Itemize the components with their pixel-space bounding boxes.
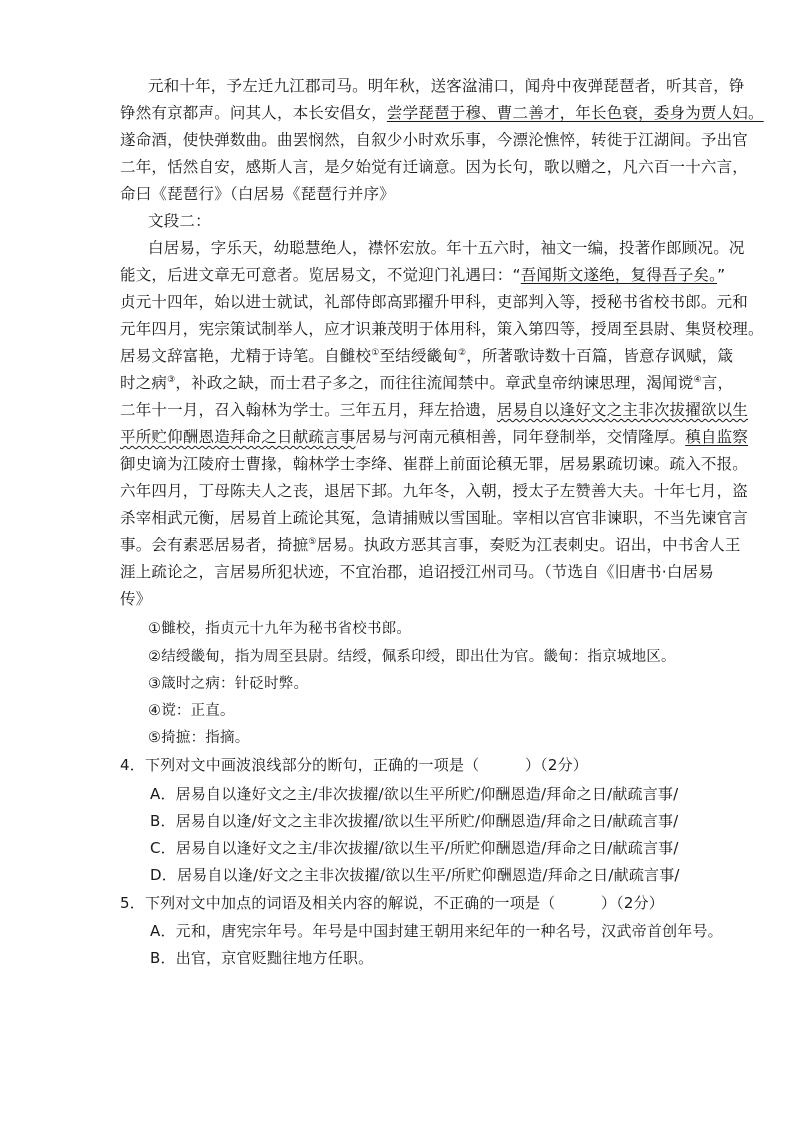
footnote-5: ⑤掎摭：指摘。 <box>148 730 250 746</box>
passage2-line-13: 涯上疏论之，言居易所犯状迹，不宜治郡，追诏授江州司马。（节选自《旧唐书·白居易 <box>120 563 714 581</box>
passage2-line-2-a: 能文，后进文章无可意者。览居易文，不觉迎门礼遇曰：“ <box>120 266 521 284</box>
footnote-2: ②结绶畿甸，指为周至县尉。结绶，佩系印绶，即出仕为官。畿甸：指京城地区。 <box>148 649 676 665</box>
question-4-option-a: A．居易自以逢好文之主/非次拔擢/欲以生平所贮/仰酬恩造/拜命之日/献疏言事/ <box>150 785 679 803</box>
note-mark-3: ③ <box>167 375 176 385</box>
question-4-option-c: C．居易自以逢好文之主/非次拔擢/欲以生平/所贮仰酬恩造/拜命之日/献疏言事/ <box>150 839 679 857</box>
passage2-line-11: 杀宰相武元衡，居易首上疏论其冤，急请捕贼以雪国耻。宰相以宫官非谏职，不当先谏官言 <box>120 509 749 527</box>
footnote-1: ①雠校，指贞元十九年为秘书省校书郎。 <box>148 621 412 637</box>
passage1-line-4: 二年，恬然自安，感斯人言，是夕始觉有迁谪意。因为长句，歌以赠之，凡六百一十六言， <box>120 158 749 176</box>
passage2-line-3: 贞元十四年，始以进士就试，礼部侍郎高郢擢升甲科，吏部判入等，授秘书省校书郎。元和 <box>120 293 749 311</box>
passage2-line-2 <box>120 265 725 285</box>
note-mark-2: ② <box>458 348 467 358</box>
passage2-line-6-c: 言， <box>701 374 734 392</box>
passage2-line-1: 白居易，字乐天，幼聪慧绝人，襟怀宏放。年十五六时，袖文一编，投著作郎顾况。况 <box>148 239 745 257</box>
passage2-line-6-a: 时之病 <box>120 374 168 392</box>
passage1-line-5: 命曰《琵琶行》（白居易《琵琶行并序》 <box>120 185 395 203</box>
passage2-line-6-b: ，补政之缺，而士君子多之，而往往流闻禁中。章武皇帝纳谏思理，渴闻谠 <box>175 374 694 392</box>
passage1-underlined: 尝学琵琶于穆、曹二善才，年长色衰，委身为贾人妇。 <box>386 104 764 122</box>
question-4-option-d: D．居易自以逢/好文之主非次拔擢/欲以生平/所贮仰酬恩造/拜命之日/献疏言事/ <box>150 866 680 884</box>
note-mark-4: ④ <box>693 375 702 385</box>
passage2-line-10: 六年四月，丁母陈夫人之丧，退居下邽。九年冬，入朝，授太子左赞善大夫。十年七月，盗 <box>120 482 749 500</box>
passage2-line-5 <box>120 346 733 366</box>
passage2-line-5-b: 至结绶畿甸 <box>379 347 458 365</box>
note-mark-5: ⑤ <box>308 537 317 547</box>
passage2-line-12 <box>120 535 741 555</box>
note-mark-1: ① <box>371 348 380 358</box>
passage2-line-8 <box>120 427 748 447</box>
passage1-line-2-text: 铮然有京都声。问其人，本长安倡女， <box>120 104 387 122</box>
question-5-option-b: B．出官，京官贬黜往地方任职。 <box>150 949 374 967</box>
question-5-stem: 5．下列对文中加点的词语及相关内容的解说，不正确的一项是（ ）（2分） <box>120 894 664 912</box>
passage2-line-5-a: 居易文辞富艳，尤精于诗笔。自雠校 <box>120 347 372 365</box>
passage2-line-14: 传》 <box>120 590 152 608</box>
footnote-3: ③箴时之病：针砭时弊。 <box>148 676 309 692</box>
passage2-quote-underlined: 吾闻斯文遂绝，复得吾子矣。 <box>520 266 718 284</box>
passage2-line-12-a: 事。会有素恶居易者，掎摭 <box>120 536 309 554</box>
passage1-line-2 <box>120 103 764 123</box>
passage2-line-6 <box>120 373 733 393</box>
passage1-line-3: 遂命酒，使快弹数曲。曲罢悯然，自叙少小时欢乐事，今漂沦憔悴，转徙于江湖间。予出官 <box>120 131 749 149</box>
wavy-underlined-sentence-part-2: 平所贮仰酬恩造拜命之日献疏言事 <box>120 428 356 446</box>
question-4-option-b: B．居易自以逢/好文之主非次拔擢/欲以生平所贮/仰酬恩造/拜命之日/献疏言事/ <box>150 812 679 830</box>
passage2-line-7 <box>120 400 748 420</box>
passage2-line-12-b: 居易。执政方恶其言事，奏贬为江表刺史。诏出，中书舍人王 <box>316 536 741 554</box>
passage2-line-2-b: ” <box>717 266 726 284</box>
passage2-heading: 文段二： <box>148 212 211 230</box>
wavy-underlined-sentence-part-1: 居易自以逢好文之主非次拔擢欲以生 <box>496 401 749 419</box>
passage2-line-4: 元年四月，宪宗策试制举人，应才识兼茂明于体用科，策入第四等，授周至县尉、集贤校理。 <box>120 320 764 338</box>
passage2-line-9: 御史谪为江陵府士曹掾，翰林学士李绛、崔群上前面论稹无罪，居易累疏切谏。疏入不报。 <box>120 455 749 473</box>
passage2-line-8-a: 居易与河南元稹相善，同年登制举，交情隆厚。 <box>355 428 686 446</box>
question-5-option-a: A．元和，唐宪宗年号。年号是中国封建王朝用来纪年的一种名号，汉武帝首创年号。 <box>150 922 723 940</box>
question-4-stem: 4．下列对文中画波浪线部分的断句，正确的一项是（ ）（2分） <box>120 756 588 774</box>
passage2-line-5-c: ，所著歌诗数十百篇，皆意存讽赋，箴 <box>466 347 734 365</box>
passage1-line-1: 元和十年，予左迁九江郡司马。明年秋，送客湓浦口，闻舟中夜弹琵琶者，听其音，铮 <box>148 77 745 95</box>
passage2-line-8-underlined: 稹自监察 <box>685 428 749 446</box>
passage2-line-7-a: 二年十一月，召入翰林为学士。三年五月，拜左拾遗， <box>120 401 497 419</box>
footnote-4: ④谠：正直。 <box>148 703 235 719</box>
